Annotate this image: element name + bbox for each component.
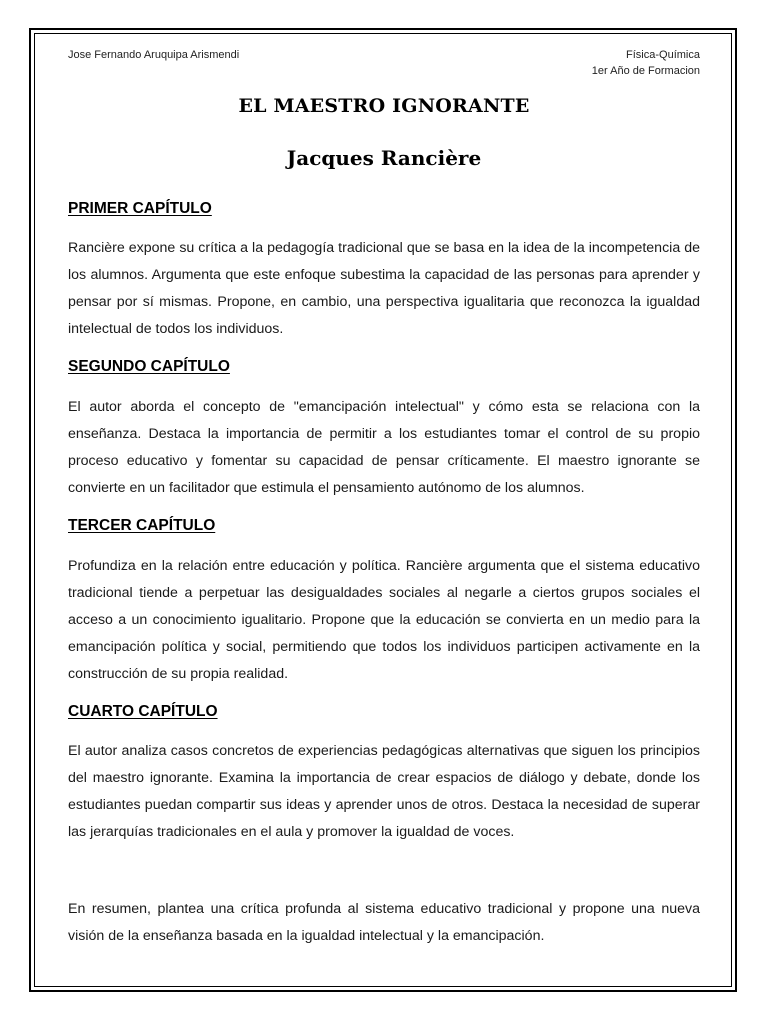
section-heading-1: PRIMER CAPÍTULO (68, 200, 212, 217)
conclusion-paragraph: En resumen, plantea una crítica profunda al sistema educativo tradicional y propone una nueva visión de la enseñanza basada en la igualdad intelectual y la emancipación. (68, 901, 700, 944)
section-heading-2: SEGUNDO CAPÍTULO (68, 358, 230, 375)
section-body-4: El autor analiza casos concretos de experiencias pedagógicas alternativas que siguen los principios del maestro ignorante. Examina la importancia de crear espacios de diálogo y debate, donde los estudiantes puedan compartir sus ideas y aprender unos de otros. Destaca la necesidad de superar las jerarquías tradicionales en el aula y promover la igualdad de voces. (68, 743, 700, 840)
section-body-1: Rancière expone su crítica a la pedagogía tradicional que se basa en la idea de la incompetencia de los alumnos. Argumenta que este enfoque subestima la capacidad de las personas para aprender y pensar por sí mismas. Propone, en cambio, una perspectiva igualitaria que reconozca la igualdad intelectual de todos los individuos. (68, 240, 700, 337)
header-course-info (592, 47, 700, 79)
section-body-2: El autor aborda el concepto de "emancipación intelectual" y cómo esta se relaciona con la enseñanza. Destaca la importancia de permitir a los estudiantes tomar el control de su propio proceso educativo y fomentar su capacidad de pensar críticamente. El maestro ignorante se convierte en un facilitador que estimula el pensamiento autónomo de los alumnos. (68, 399, 700, 496)
section-body-3: Profundiza en la relación entre educación y política. Rancière argumenta que el sistema educativo tradicional tiende a perpetuar las desigualdades sociales al negarle a ciertos grupos sociales el acceso a un conocimiento igualitario. Propone que la educación se convierta en un medio para la emancipación política y social, permitiendo que todos los individuos participen activamente en la construcción de su propia realidad. (68, 558, 700, 682)
header-course: 1er Año de Formacion (591, 65, 700, 77)
section-heading-3: TERCER CAPÍTULO (68, 517, 216, 534)
header-author: Jose Fernando Aruquipa Arismendi (68, 49, 240, 61)
header-subject: Física-Química (626, 49, 700, 61)
section-heading-4: CUARTO CAPÍTULO (68, 703, 218, 720)
document-author-name: Jacques Rancière (286, 146, 482, 170)
document-title: EL MAESTRO IGNORANTE (238, 95, 530, 117)
